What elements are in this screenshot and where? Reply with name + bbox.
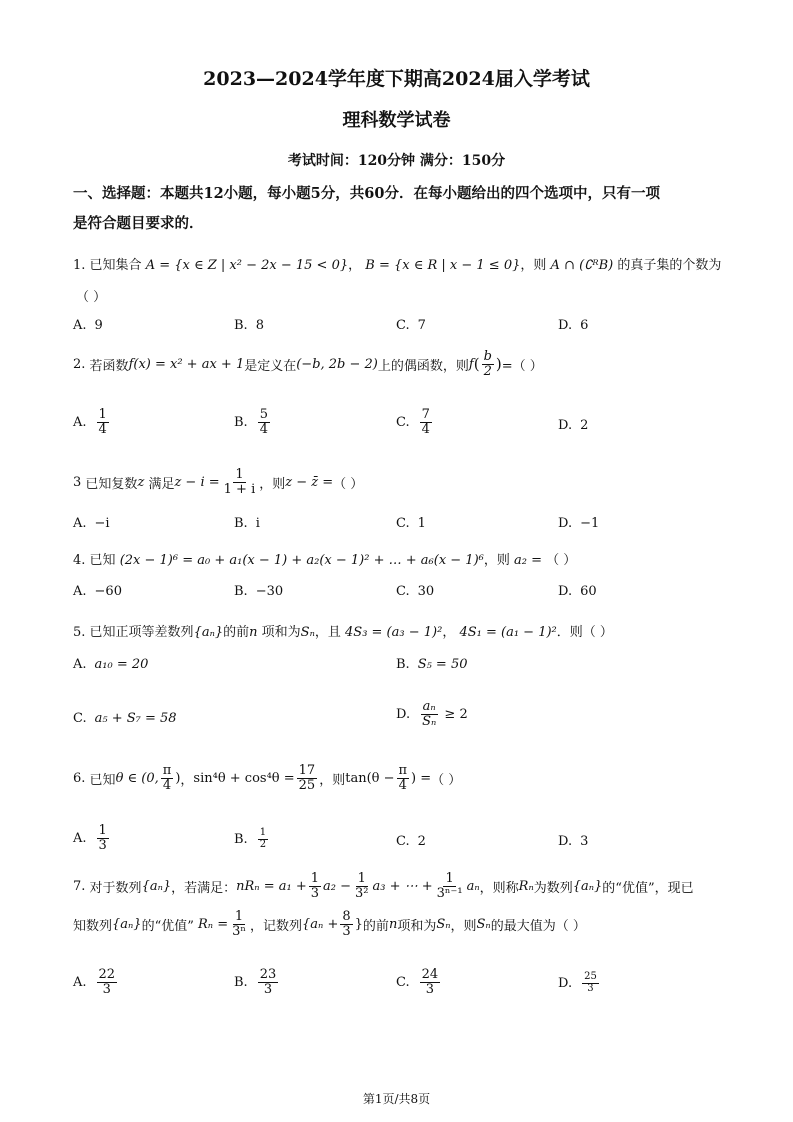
set-a: A = {x ∈ Z | x² − 2x − 15 < 0} bbox=[145, 258, 349, 273]
page-number: 第1页/共8页 bbox=[362, 1092, 431, 1106]
section-heading-line2: 是符合题目要求的． bbox=[73, 215, 204, 232]
condition-1: 4S₃ = (a₃ − 1)² bbox=[345, 625, 443, 640]
question-4-option-d: D. 60 bbox=[558, 584, 597, 599]
question-6-option-b: B. $\frac{1}{2}$ bbox=[234, 827, 267, 850]
question-5-option-c: C. a₅ + S₇ = 58 bbox=[73, 711, 177, 726]
question-2-option-c: C. $\frac{7}{4}$ bbox=[396, 407, 430, 437]
exam-subtitle: 理科数学试卷 bbox=[342, 110, 451, 131]
question-5-option-a: A. a₁₀ = 20 bbox=[73, 657, 149, 672]
question-1-stem: 1. 已知集合 A = {x ∈ Z | x² − 2x − 15 < 0}， B = {x ∈ R | x − 1 ≤ 0}，则 A ∩ (∁ᴿB) 的真子集的个数为 bbox=[73, 258, 722, 273]
question-7-line1: 7. 对于数列 {aₙ} ，若满足： nRₙ = a₁ + $\frac{1}{3}$ a₂ − $\frac{1}{\text{3²}}$ a₃ + ⋯ + $\frac{1}{\text{3ⁿ⁻¹}}$ aₙ ，则称 Rₙ 为数列 {aₙ} 的“优值”，现已 bbox=[73, 871, 694, 901]
question-3-option-d: D. −1 bbox=[558, 516, 600, 531]
question-2-option-a: A. $\frac{1}{4}$ bbox=[73, 407, 107, 437]
question-5-option-d: D. $\frac{\text{aₙ}}{\text{Sₙ}}$ ≥ 2 bbox=[396, 699, 468, 729]
question-1-option-d: D. 6 bbox=[558, 318, 589, 333]
question-2-option-d: D. 2 bbox=[558, 418, 589, 433]
question-7-option-b: B. $\frac{23}{3}$ bbox=[234, 967, 277, 997]
question-7-line2: 知数列 {aₙ} 的“优值” Rₙ = $\frac{1}{\text{3ⁿ}}$ ，记数列 {aₙ + $\frac{8}{3}$ } 的前 n 项和为 Sₙ ，则 Sₙ 的最大值为（ ） bbox=[73, 909, 586, 939]
fraction-b-over-2: $\frac{b}{2}$ bbox=[483, 349, 492, 379]
question-4-option-c: C. 30 bbox=[396, 584, 435, 599]
question-4-stem: 4. 已知 (2x − 1)⁶ = a₀ + a₁(x − 1) + a₂(x − 1)² + … + a₆(x − 1)⁶，则 a₂ = （ ） bbox=[73, 553, 577, 568]
question-3-stem: 3 已知复数 z 满足 z − i = $\frac{1}{1 + i}$ ，则 z − z̄ = （ ） bbox=[73, 467, 364, 497]
question-7-option-d: D. $\frac{25}{3}$ bbox=[558, 971, 597, 994]
question-2-option-b: B. $\frac{5}{4}$ bbox=[234, 407, 268, 437]
trig-identity: sin⁴θ + cos⁴θ = bbox=[193, 770, 295, 786]
exam-title: 2023—2024学年度下期高2024届入学考试 bbox=[203, 68, 590, 90]
conjugate-expression: z − z̄ = bbox=[285, 474, 334, 490]
question-3-option-a: A. −i bbox=[73, 516, 110, 531]
question-6-option-c: C. 2 bbox=[396, 834, 426, 849]
set-expression: A ∩ (∁ᴿB) bbox=[550, 258, 614, 273]
domain-interval: (−b, 2b − 2) bbox=[296, 356, 378, 372]
question-1-option-b: B. 8 bbox=[234, 318, 264, 333]
question-4-option-a: A. −60 bbox=[73, 584, 122, 599]
set-b: B = {x ∈ R | x − 1 ≤ 0} bbox=[365, 258, 521, 273]
question-1-option-a: A. 9 bbox=[73, 318, 103, 333]
question-5-stem: 5. 已知正项等差数列{aₙ}的前n 项和为Sₙ，且 4S₃ = (a₃ − 1)²， 4S₁ = (a₁ − 1)²．则（ ） bbox=[73, 625, 613, 640]
question-6-option-d: D. 3 bbox=[558, 834, 589, 849]
question-3-option-c: C. 1 bbox=[396, 516, 426, 531]
exam-info: 考试时间：120分钟 满分：150分 bbox=[287, 153, 506, 169]
section-heading-line1: 一、选择题：本题共12小题，每小题5分，共60分．在每小题给出的四个选项中，只有一项 bbox=[73, 185, 660, 202]
binomial-expansion: (2x − 1)⁶ = a₀ + a₁(x − 1) + a₂(x − 1)² + … + a₆(x − 1)⁶ bbox=[119, 553, 484, 568]
question-6-stem: 6. 已知 θ ∈ (0, $\frac{\pi}{4}$ ) ， sin⁴θ + cos⁴θ = $\frac{17}{25}$ ，则 tan(θ − $\frac{\pi}{4}$ ) = （ ） bbox=[73, 763, 462, 793]
question-5-option-b: B. S₅ = 50 bbox=[396, 657, 468, 672]
question-6-option-a: A. $\frac{1}{3}$ bbox=[73, 823, 107, 853]
question-3-option-b: B. i bbox=[234, 516, 260, 531]
function-expression: f(x) = x² + ax + 1 bbox=[128, 356, 245, 372]
condition-2: 4S₁ = (a₁ − 1)² bbox=[459, 625, 557, 640]
question-1-paren: （ ） bbox=[76, 290, 107, 305]
question-1-option-c: C. 7 bbox=[396, 318, 426, 333]
question-7-option-a: A. $\frac{22}{3}$ bbox=[73, 967, 116, 997]
question-2-stem: 2. 若函数 f(x) = x² + ax + 1 是定义在 (−b, 2b − 2) 上的偶函数，则 f ( $\frac{b}{2}$ ) =（ ） bbox=[73, 349, 543, 379]
question-4-option-b: B. −30 bbox=[234, 584, 284, 599]
question-7-option-c: C. $\frac{24}{3}$ bbox=[396, 967, 439, 997]
